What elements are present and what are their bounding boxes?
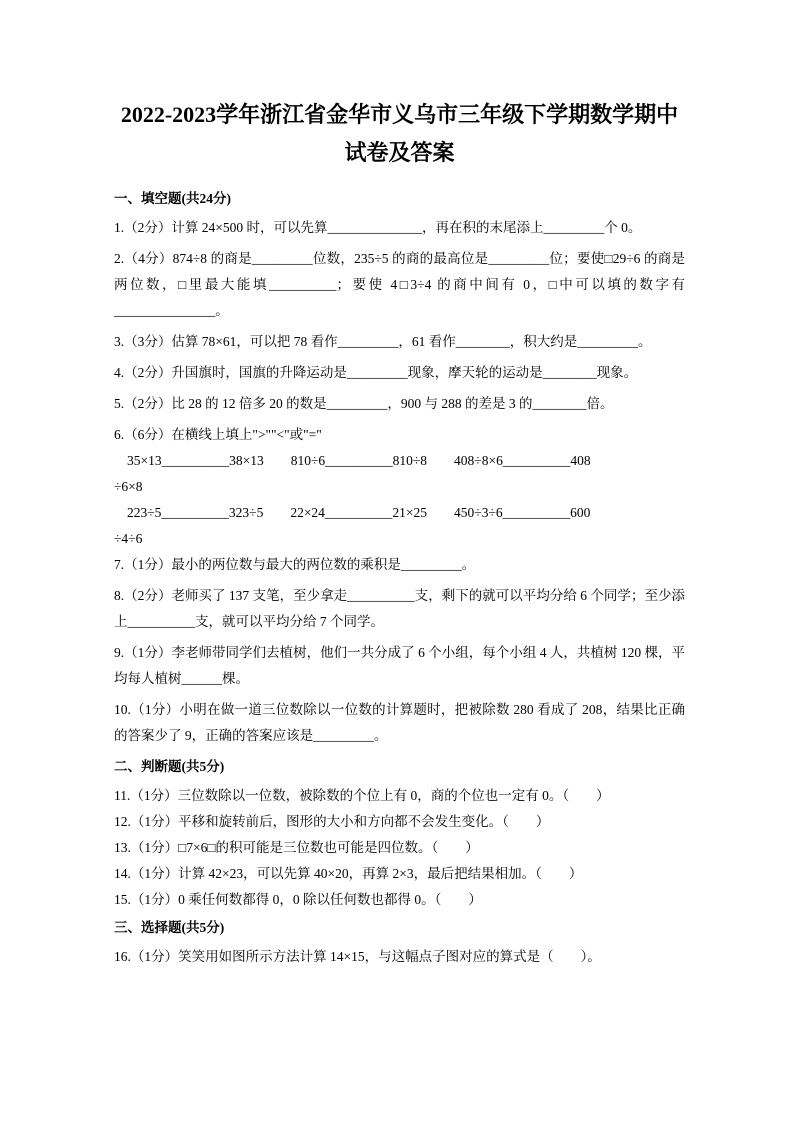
section-2-heading: 二、判断题(共5分) [114,759,225,774]
question-6-row-1-cont: ÷6×8 [114,479,143,494]
question-5: 5.（2分）比 28 的 12 倍多 20 的数是_________，900 与 288 的差是 3 的________倍。 [114,396,614,411]
question-14: 14.（1分）计算 42×23，可以先算 40×20，再算 2×3，最后把结果相加。（ ） [114,866,583,881]
question-6-row-1: 35×13__________38×13 810÷6__________810÷8 408÷8×6__________408 [127,453,591,468]
question-3: 3.（3分）估算 78×61，可以把 78 看作_________，61 看作________，积大约是_________。 [114,334,652,349]
question-1: 1.（2分）计算 24×500 时，可以先算______________，再在积的末尾添上_________个 0。 [114,220,642,235]
document-title [114,96,685,172]
question-11: 11.（1分）三位数除以一位数，被除数的个位上有 0，商的个位也一定有 0。（ ） [114,788,610,803]
question-6-row-2-cont: ÷4÷6 [114,531,143,546]
section-3-heading: 三、选择题(共5分) [114,920,225,935]
section-1-heading: 一、填空题(共24分) [114,191,231,206]
question-7: 7.（1分）最小的两位数与最大的两位数的乘积是_________。 [114,557,476,572]
question-9: 9.（1分）李老师带同学们去植树，他们一共分成了 6 个小组，每个小组 4 人，共植树 120 棵，平均每人植树______棵。 [114,645,685,686]
question-10: 10.（1分）小明在做一道三位数除以一位数的计算题时，把被除数 280 看成了 208，结果比正确的答案少了 9，正确的答案应该是_________。 [114,702,685,743]
question-2: 2.（4分）874÷8 的商是_________位数，235÷5 的商的最高位是_________位；要使□29÷6 的商是两位数，□里最大能填__________；要使 4□3÷4 的商中间有 0，□中可以填的数字有_______________。 [114,251,685,318]
question-6-row-2: 223÷5__________323÷5 22×24__________21×25 450÷3÷6__________600 [127,505,591,520]
question-15: 15.（1分）0 乘任何数都得 0，0 除以任何数也都得 0。（ ） [114,892,482,907]
section-fill-in-blanks [114,186,685,749]
document-title-line-2: 试卷及答案 [344,140,455,165]
question-16: 16.（1分）笑笑用如图所示方法计算 14×15，与这幅点子图对应的算式是（ ）。 [114,949,601,964]
question-8: 8.（2分）老师买了 137 支笔，至少拿走__________支，剩下的就可以平均分给 6 个同学；至少添上__________支，就可以平均分给 7 个同学。 [114,588,685,629]
section-true-false [114,754,685,913]
document-title-line-1: 2022-2023学年浙江省金华市义乌市三年级下学期数学期中 [120,102,679,127]
question-4: 4.（2分）升国旗时，国旗的升降运动是_________现象，摩天轮的运动是________现象。 [114,365,638,380]
section-multiple-choice [114,915,685,970]
question-6-intro: 6.（6分）在横线上填上">""<"或"=" [114,427,322,442]
question-12: 12.（1分）平移和旋转前后，图形的大小和方向都不会发生变化。（ ） [114,814,550,829]
question-13: 13.（1分）□7×6□的积可能是三位数也可能是四位数。（ ） [114,840,479,855]
